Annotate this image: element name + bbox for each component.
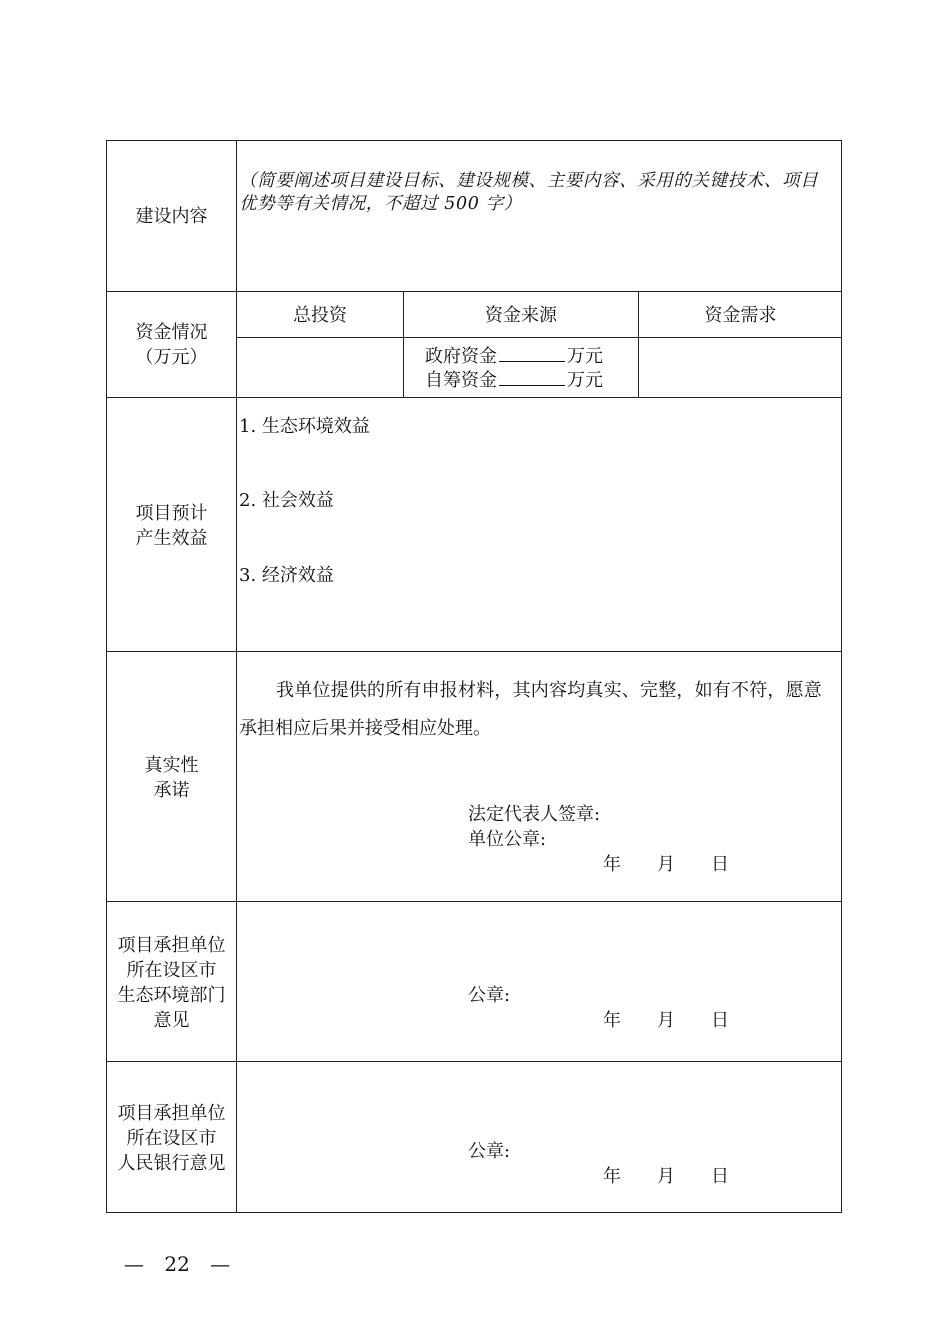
government-fund-label: 政府资金 xyxy=(425,346,497,367)
benefits-label-line2: 产生效益 xyxy=(135,528,208,549)
commitment-date: 年 月 日 xyxy=(603,854,729,875)
eco-dept-label-line3: 生态环境部门 xyxy=(117,985,226,1006)
footer-dash-left: — xyxy=(124,1252,144,1276)
row-divider xyxy=(106,1061,842,1062)
eco-dept-label-line2: 所在设区市 xyxy=(126,960,217,981)
row-divider xyxy=(106,651,842,652)
construction-label: 建设内容 xyxy=(135,206,208,227)
application-form-table xyxy=(106,140,842,1213)
government-fund-blank[interactable] xyxy=(499,345,565,362)
self-fund-unit: 万元 xyxy=(567,370,603,391)
benefits-label-line1: 项目预计 xyxy=(135,503,208,524)
benefit-item-ecological: 1. 生态环境效益 xyxy=(239,416,370,437)
bank-label-line3: 人民银行意见 xyxy=(117,1153,226,1174)
commitment-label-line1: 真实性 xyxy=(144,755,199,776)
construction-hint-line2: 优势等有关情况，不超过 500 字） xyxy=(239,194,522,214)
bank-label-line2: 所在设区市 xyxy=(126,1128,217,1149)
commitment-text-line1: 我单位提供的所有申报材料，其内容均真实、完整，如有不符，愿意 xyxy=(276,680,822,701)
row-divider xyxy=(106,291,842,292)
government-fund-line xyxy=(425,344,603,369)
commitment-text-line2: 承担相应后果并接受相应处理。 xyxy=(239,718,491,739)
page-number: 22 xyxy=(164,1252,190,1276)
page-footer xyxy=(124,1252,230,1276)
eco-dept-label-line4: 意见 xyxy=(153,1010,190,1031)
commitment-label-line2: 承诺 xyxy=(153,780,190,801)
eco-dept-label-line1: 项目承担单位 xyxy=(117,935,226,956)
self-fund-label: 自筹资金 xyxy=(425,370,497,391)
bank-date: 年 月 日 xyxy=(603,1166,729,1187)
self-fund-blank[interactable] xyxy=(499,369,565,386)
bank-label-line1: 项目承担单位 xyxy=(117,1103,226,1124)
bank-seal: 公章: xyxy=(468,1141,511,1162)
funding-source-header: 资金来源 xyxy=(485,305,557,326)
eco-dept-seal: 公章: xyxy=(468,985,511,1006)
legal-representative-signature: 法定代表人签章: xyxy=(468,804,601,825)
total-investment-header: 总投资 xyxy=(293,305,347,326)
unit-seal: 单位公章: xyxy=(468,829,547,850)
construction-hint-line1: （简要阐述项目建设目标、建设规模、主要内容、采用的关键技术、项目 xyxy=(239,171,819,191)
footer-dash-right: — xyxy=(210,1252,231,1276)
label-column-divider xyxy=(236,140,237,1213)
benefit-item-social: 2. 社会效益 xyxy=(239,490,334,511)
government-fund-unit: 万元 xyxy=(567,346,603,367)
row-divider xyxy=(237,337,842,338)
eco-dept-date: 年 月 日 xyxy=(603,1010,729,1031)
self-fund-line xyxy=(425,368,603,393)
funds-label: 资金情况 xyxy=(135,322,208,343)
benefit-item-economic: 3. 经济效益 xyxy=(239,565,334,586)
funds-unit-label: （万元） xyxy=(135,347,208,368)
row-divider xyxy=(106,397,842,398)
row-divider xyxy=(106,901,842,902)
funding-demand-header: 资金需求 xyxy=(704,305,777,326)
